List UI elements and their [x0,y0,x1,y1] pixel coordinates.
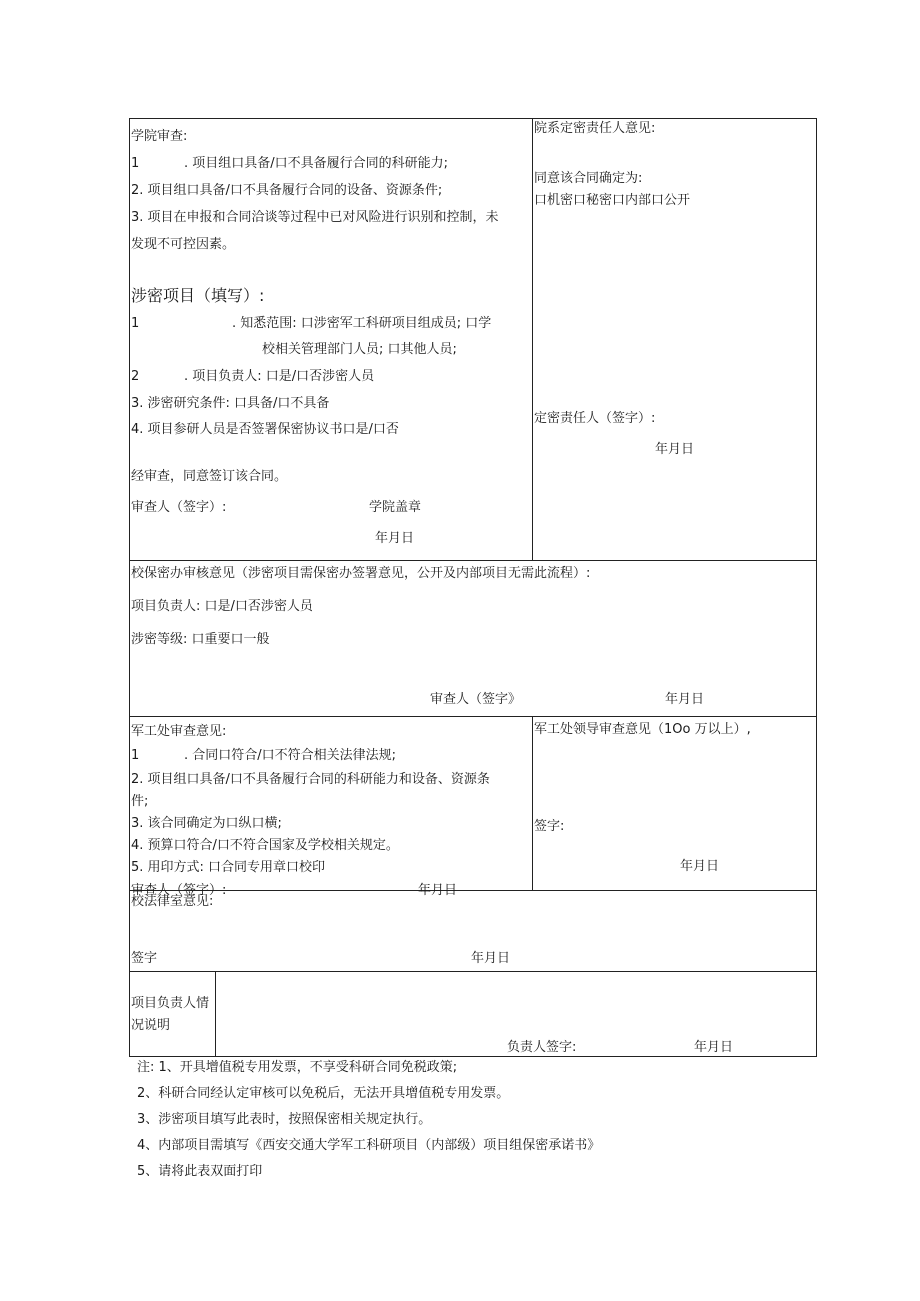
classified-item2-text: . 项目负责人: 口是/口否涉密人员 [184,369,375,384]
college-seal: 学院盖章 [369,500,422,515]
college-date: 年月日 [375,531,415,546]
classified-item4-text: 4. 项目参研人员是否签署保密协议书口是/口否 [131,422,399,437]
military-office-heading: 军工处审查意见: [131,724,227,739]
military-item4: 4. 预算口符合/口不符合国家及学校相关规定。 [131,838,399,853]
military-office-cell [130,717,532,898]
college-item1-text: . 项目组口具备/口不具备履行合同的科研能力; [184,156,449,171]
dept-secrecy-agree: 同意该合同确定为: [534,171,643,186]
college-review-heading: 学院审查: [131,129,188,144]
col-divider-military [532,716,533,890]
dept-secrecy-signer: 定密责任人（签字）: [534,411,656,426]
legal-office-sign: 签字 [131,951,158,966]
dept-secrecy-date: 年月日 [655,442,695,457]
project-leader-sign: 负责人签字: [507,1040,577,1055]
military-item2-line2: 件; [131,794,149,809]
classified-item1-line2: 校相关管理部门人员; 口其他人员; [262,342,457,357]
note-3: 3、涉密项目填写此表时，按照保密相关规定执行。 [137,1112,432,1127]
college-reviewer-signature: 审查人（签字）: [131,500,227,515]
classified-item2-number: 2 [131,369,140,384]
secrecy-office-heading: 校保密办审核意见（涉密项目需保密办签署意见，公开及内部项目无需此流程）: [131,566,591,581]
note-5: 5、请将此表双面打印 [137,1164,263,1179]
classified-item1-line1: . 知悉范围: 口涉密军工科研项目组成员; 口学 [232,316,492,331]
military-item5: 5. 用印方式: 口合同专用章口校印 [131,860,326,875]
row-divider-1 [129,560,817,561]
college-item3-line1: 3. 项目在申报和合同洽谈等过程中已对风险进行识别和控制，未 [131,210,499,225]
military-item1-text: . 合同口符合/口不符合相关法律法规; [184,748,397,763]
row-divider-3 [129,890,817,891]
review-form-table [129,118,817,1057]
classified-item3-text: 3. 涉密研究条件: 口具备/口不具备 [131,396,330,411]
project-leader-date: 年月日 [694,1040,734,1055]
college-item1-number: 1 [131,156,140,171]
college-item2-text: 2. 项目组口具备/口不具备履行合同的设备、资源条件; [131,183,443,198]
dept-secrecy-options: 口机密口秘密口内部口公开 [534,193,691,208]
note-2: 2、科研合同经认定审核可以免税后，无法开具增值税专用发票。 [137,1086,510,1101]
legal-office-heading: 校法律室意见: [131,894,214,909]
secrecy-office-reviewer: 审查人（签字》 [430,692,522,707]
row-divider-4 [129,971,817,972]
classified-project-heading: 涉密项目（填写）: [131,286,265,305]
military-item2-line1: 2. 项目组口具备/口不具备履行合同的科研能力和设备、资源条 [131,772,490,787]
secrecy-office-leader: 项目负责人: 口是/口否涉密人员 [131,599,313,614]
secrecy-office-level: 涉密等级: 口重要口一般 [131,632,270,647]
note-1: 注: 1、开具增值税专用发票，不享受科研合同免税政策; [137,1060,458,1075]
military-item1-number: 1 [131,748,140,763]
col-divider-leader [215,971,216,1057]
college-conclusion: 经审查，同意签订该合同。 [131,469,288,484]
note-4: 4、内部项目需填写《西安交通大学军工科研项目（内部级）项目组保密承诺书》 [137,1138,601,1153]
military-leader-date: 年月日 [680,859,720,874]
college-item3-line2: 发现不可控因素。 [131,237,236,252]
military-leader-sign: 签字: [534,819,565,834]
secrecy-office-date: 年月日 [665,692,705,707]
military-reviewer-signature: 审查人（签字）: [131,883,227,898]
col-divider-top [532,118,533,560]
legal-office-date: 年月日 [471,951,511,966]
dept-secrecy-heading: 院系定密责任人意见: [534,121,656,136]
military-leader-heading: 军工处领导审查意见（1Oo 万以上）, [534,722,751,737]
military-office-date: 年月日 [418,883,458,898]
classified-item1-number: 1 [131,316,140,331]
project-leader-label-line1: 项目负责人情 [131,996,210,1011]
project-leader-label-line2: 况说明 [131,1018,171,1033]
military-item3: 3. 该合同确定为口纵口横; [131,816,282,831]
